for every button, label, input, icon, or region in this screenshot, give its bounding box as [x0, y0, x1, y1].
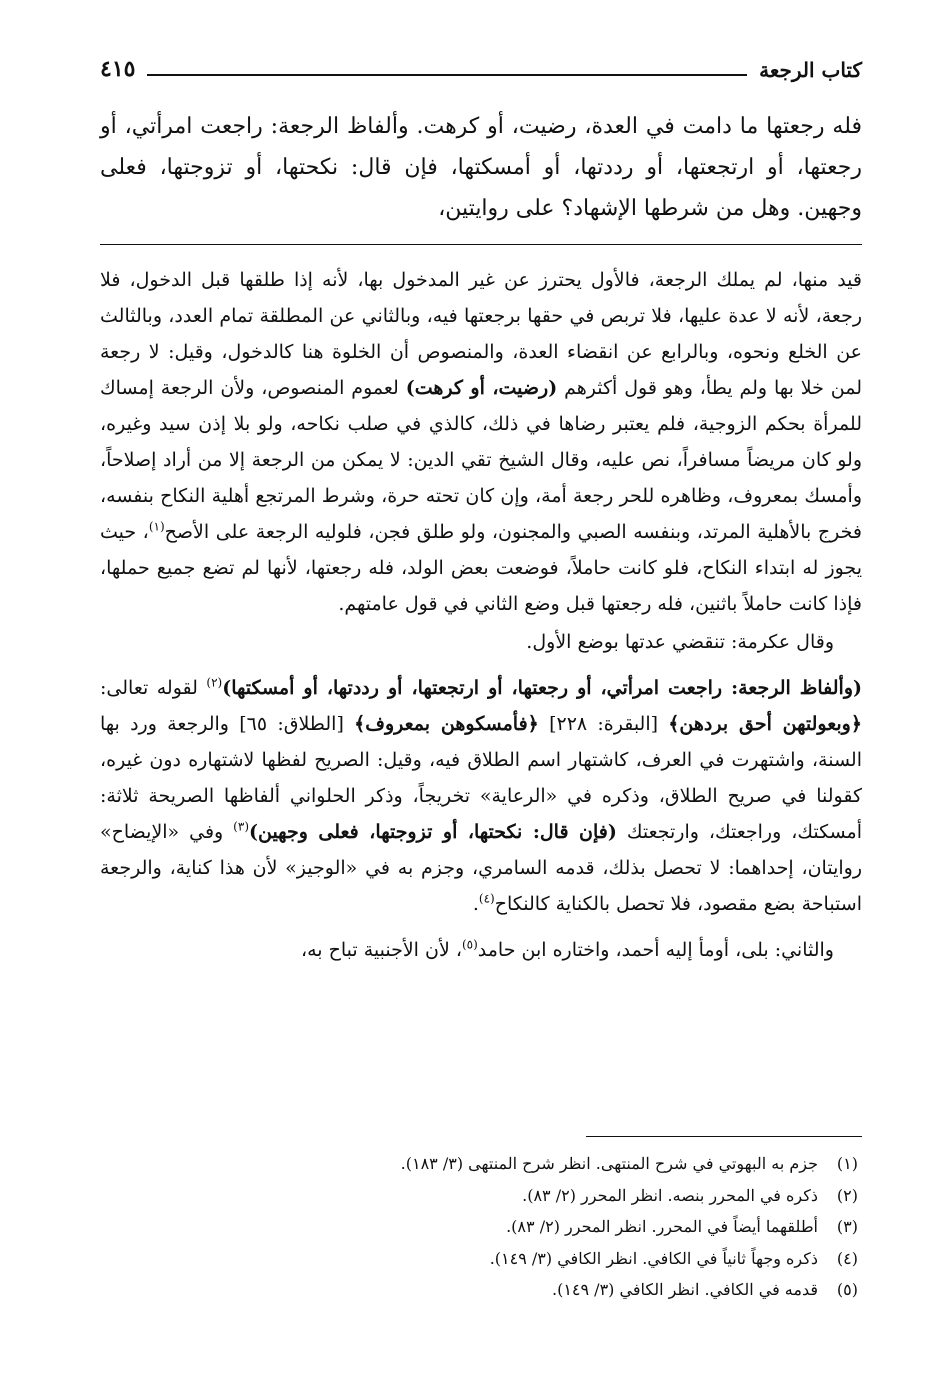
- footnotes: [100, 1148, 858, 1306]
- matn-paragraph: فله رجعتها ما دامت في العدة، رضيت، أو كرهت. وألفاظ الرجعة: راجعت امرأتي، أو رجعتها، أو ارتجعتها، أو رددتها، أو أمسكتها، فإن قال: نكحتها، أو تزوجتها، فعلى وجهين. وهل من شرطها الإشهاد؟ على روايتين،: [100, 114, 862, 221]
- footnote-ref[interactable]: (١): [148, 519, 165, 534]
- commentary-text: .: [472, 893, 479, 915]
- footnote-text: قدمه في الكافي. انظر الكافي (٣/ ١٤٩).: [551, 1280, 818, 1299]
- footnote-number: (٥): [836, 1280, 858, 1299]
- footnote-text: جزم به البهوتي في شرح المنتهى. انظر شرح المنتهى (٣/ ١٨٣).: [400, 1154, 818, 1173]
- commentary-text: [البقرة: ٢٢٨]: [538, 713, 669, 735]
- footnote-ref[interactable]: (٤): [478, 891, 495, 906]
- commentary-paragraph-4: [100, 932, 862, 968]
- footnote-number: (٤): [836, 1248, 858, 1268]
- commentary-text: لعموم المنصوص، ولأن الرجعة إمساك للمرأة بحكم الزوجية، فلم يعتبر رضاها في ذلك، كالذي في صلب نكاحه، ولو بلا إذن سيد وغيره، ولو كان مريضاً مسافراً، نص عليه، وقال الشيخ تقي الدين: لا يمكن من الرجعة إلا من أراد إصلاحاً، وأمسك بمعروف، وظاهره للحر رجعة أمة، وإن كان تحته حرة، وشرط المرتجع أهلية النكاح بنفسه، فخرج بالأهلية المرتد، وبنفسه الصبي والمجنون، ولو طلق فجن، فلوليه الرجعة على الأصح: [100, 377, 862, 543]
- footnote: [100, 1211, 858, 1243]
- footnote: [100, 1243, 858, 1275]
- commentary-text: ، لأن الأجنبية تباح به،: [300, 939, 462, 961]
- footnote-text: أطلقهما أيضاً في المحرر. انظر المحرر (٢/ ٨٣).: [506, 1217, 818, 1236]
- footnote-ref[interactable]: (٢): [206, 675, 223, 690]
- quoted-matn: (رضيت، أو كرهت): [405, 377, 558, 399]
- footnote: [100, 1274, 858, 1306]
- commentary-text: لقوله تعالى:: [100, 677, 207, 699]
- footnote-number: (١): [836, 1154, 858, 1173]
- footnote-number: (٢): [836, 1185, 858, 1205]
- commentary-paragraph-3: [100, 670, 862, 922]
- quoted-matn: (فإن قال: نكحتها، أو تزوجتها، فعلى وجهين): [249, 821, 617, 843]
- chapter-title: كتاب الرجعة: [759, 58, 862, 82]
- commentary-text: والثاني: بلى، أومأ إليه أحمد، واختاره ابن حامد: [477, 939, 834, 961]
- commentary-paragraph-1: [100, 262, 862, 622]
- page-number: ٤١٥: [100, 56, 136, 82]
- footnote: [100, 1180, 858, 1212]
- footnote-ref[interactable]: (٥): [461, 937, 478, 952]
- quran-quote: ﴿وبعولتهن أحق بردهن﴾: [668, 713, 862, 735]
- commentary-text: [الطلاق: ٦٥] والرجعة ورد بها السنة، واشتهرت في العرف، كاشتهار اسم الطلاق فيه، وقيل: الصريح لفظها لاشتهاره دون غيره، كقولنا في صريح الطلاق، وذكره في «الرعاية» تخريجاً، وذكر الحلواني ألفاظها الصريحة ثلاثة: أمسكتك، وراجعتك، وارتجعتك: [100, 713, 862, 843]
- footnote: [100, 1148, 858, 1180]
- footnote-number: (٣): [836, 1217, 858, 1236]
- footnote-text: ذكره في المحرر بنصه. انظر المحرر (٢/ ٨٣).: [522, 1185, 818, 1205]
- quran-quote: ﴿فأمسكوهن بمعروف﴾: [354, 713, 539, 735]
- commentary: [100, 262, 862, 968]
- commentary-text: ، حيث يجوز له ابتداء النكاح، فلو كانت حاملاً، فوضعت بعض الولد، فله رجعتها، لأنها لم تضع جميع حملها، فإذا كانت حاملاً باثنين، فله رجعتها قبل وضع الثاني في قول عامتهم.: [100, 521, 862, 615]
- footnote-text: ذكره وجهاً ثانياً في الكافي. انظر الكافي (٣/ ١٤٩).: [489, 1248, 818, 1268]
- text-commentary-divider: [100, 244, 862, 245]
- commentary-text: وفي «الإيضاح» روايتان، إحداهما: لا تحصل بذلك، قدمه السامري، وجزم به في «الوجيز» لأن هذا كناية، والرجعة استباحة بضع مقصود، فلا تحصل بالكناية كالنكاح: [100, 821, 862, 915]
- quoted-matn: (وألفاظ الرجعة: راجعت امرأتي، أو رجعتها، أو ارتجعتها، أو رددتها، أو أمسكتها): [222, 677, 862, 699]
- main-text: [100, 106, 862, 229]
- running-header: [100, 48, 862, 82]
- commentary-paragraph-2: وقال عكرمة: تنقضي عدتها بوضع الأول.: [526, 631, 834, 653]
- header-rule: [147, 74, 747, 76]
- footnote-ref[interactable]: (٣): [233, 819, 249, 834]
- commentary-text: قيد منها، لم يملك الرجعة، فالأول يحترز عن غير المدخول بها، لأنه إذا طلقها قبل الدخول، فلا رجعة، لأنه لا عدة عليها، فلا تربص في حقها برجعتها فيه، وبالثاني عن المطلقة تمام العدد، وبالثالث عن الخلع ونحوه، وبالرابع عن انقضاء العدة، والمنصوص أن الخلوة هنا كالدخول، وقيل: لا رجعة لمن خلا بها ولم يطأ، وهو قول أكثرهم: [100, 269, 862, 399]
- footnote-divider: [586, 1136, 862, 1137]
